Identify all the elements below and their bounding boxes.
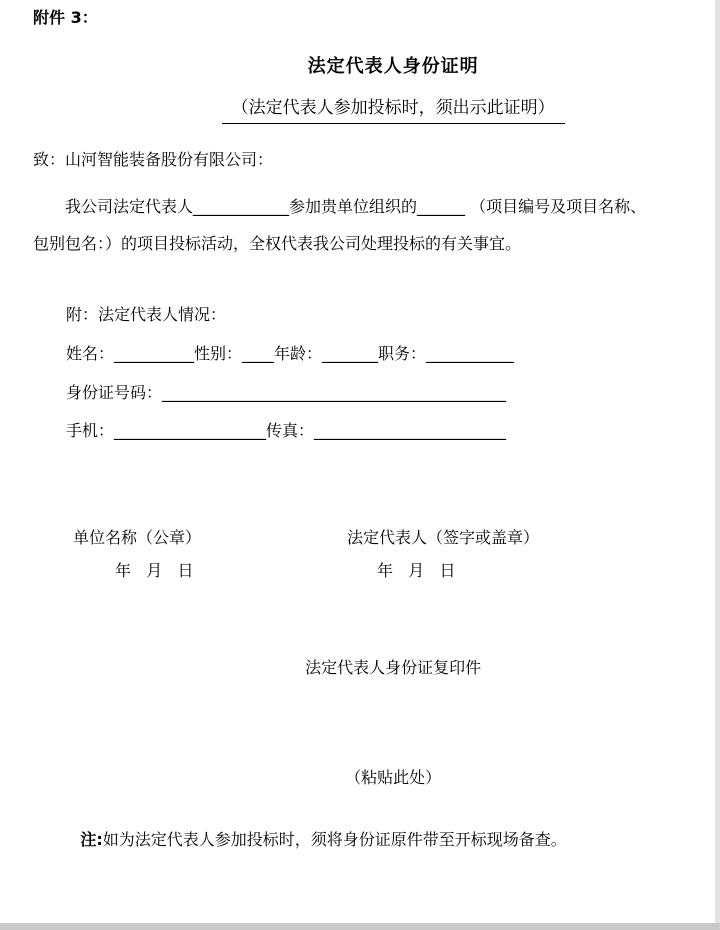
date-line-right: 年 月 日 [377, 561, 456, 580]
document-subtitle-row [46, 78, 720, 144]
id-copy-title-row [46, 638, 720, 698]
footer-note [60, 810, 567, 870]
body-paragraph-line-1: 我公司法定代表人____________参加贵单位组织的______ （项目编号及项目名称、 [65, 197, 647, 216]
rep-name-field-line: 姓名：__________性别：____年龄：_______职务：___________ [66, 344, 515, 363]
addressee-line: 致：山河智能装备股份有限公司： [33, 150, 274, 169]
rep-id-number-field-line: 身份证号码：___________________________________________ [66, 383, 507, 402]
document-title: 法定代表人身份证明 [307, 56, 479, 77]
document-subtitle: （法定代表人参加投标时，须出示此证明） [222, 98, 565, 124]
company-seal-label: 单位名称（公章） [73, 528, 202, 547]
date-line-left: 年 月 日 [115, 561, 194, 580]
rep-info-heading: 附：法定代表人情况： [66, 305, 227, 324]
rep-phone-fax-field-line: 手机：___________________传真：________________________ [66, 421, 507, 440]
paste-here-row [46, 748, 720, 808]
footer-note-text: 如为法定代表人参加投标时，须将身份证原件带至开标现场备查。 [102, 830, 567, 849]
footer-note-prefix: 注: [80, 830, 103, 849]
id-copy-title: 法定代表人身份证复印件 [305, 658, 482, 677]
attachment-label: 附件 3： [33, 8, 98, 27]
paste-here-placeholder: （粘贴此处） [345, 768, 442, 787]
body-paragraph-line-2: 包别包名：）的项目投标活动，全权代表我公司处理投标的有关事宜。 [33, 234, 522, 253]
page-edge-right [715, 0, 720, 930]
page-edge-bottom [0, 923, 720, 930]
legal-rep-signature-label: 法定代表人（签字或盖章） [347, 528, 540, 547]
